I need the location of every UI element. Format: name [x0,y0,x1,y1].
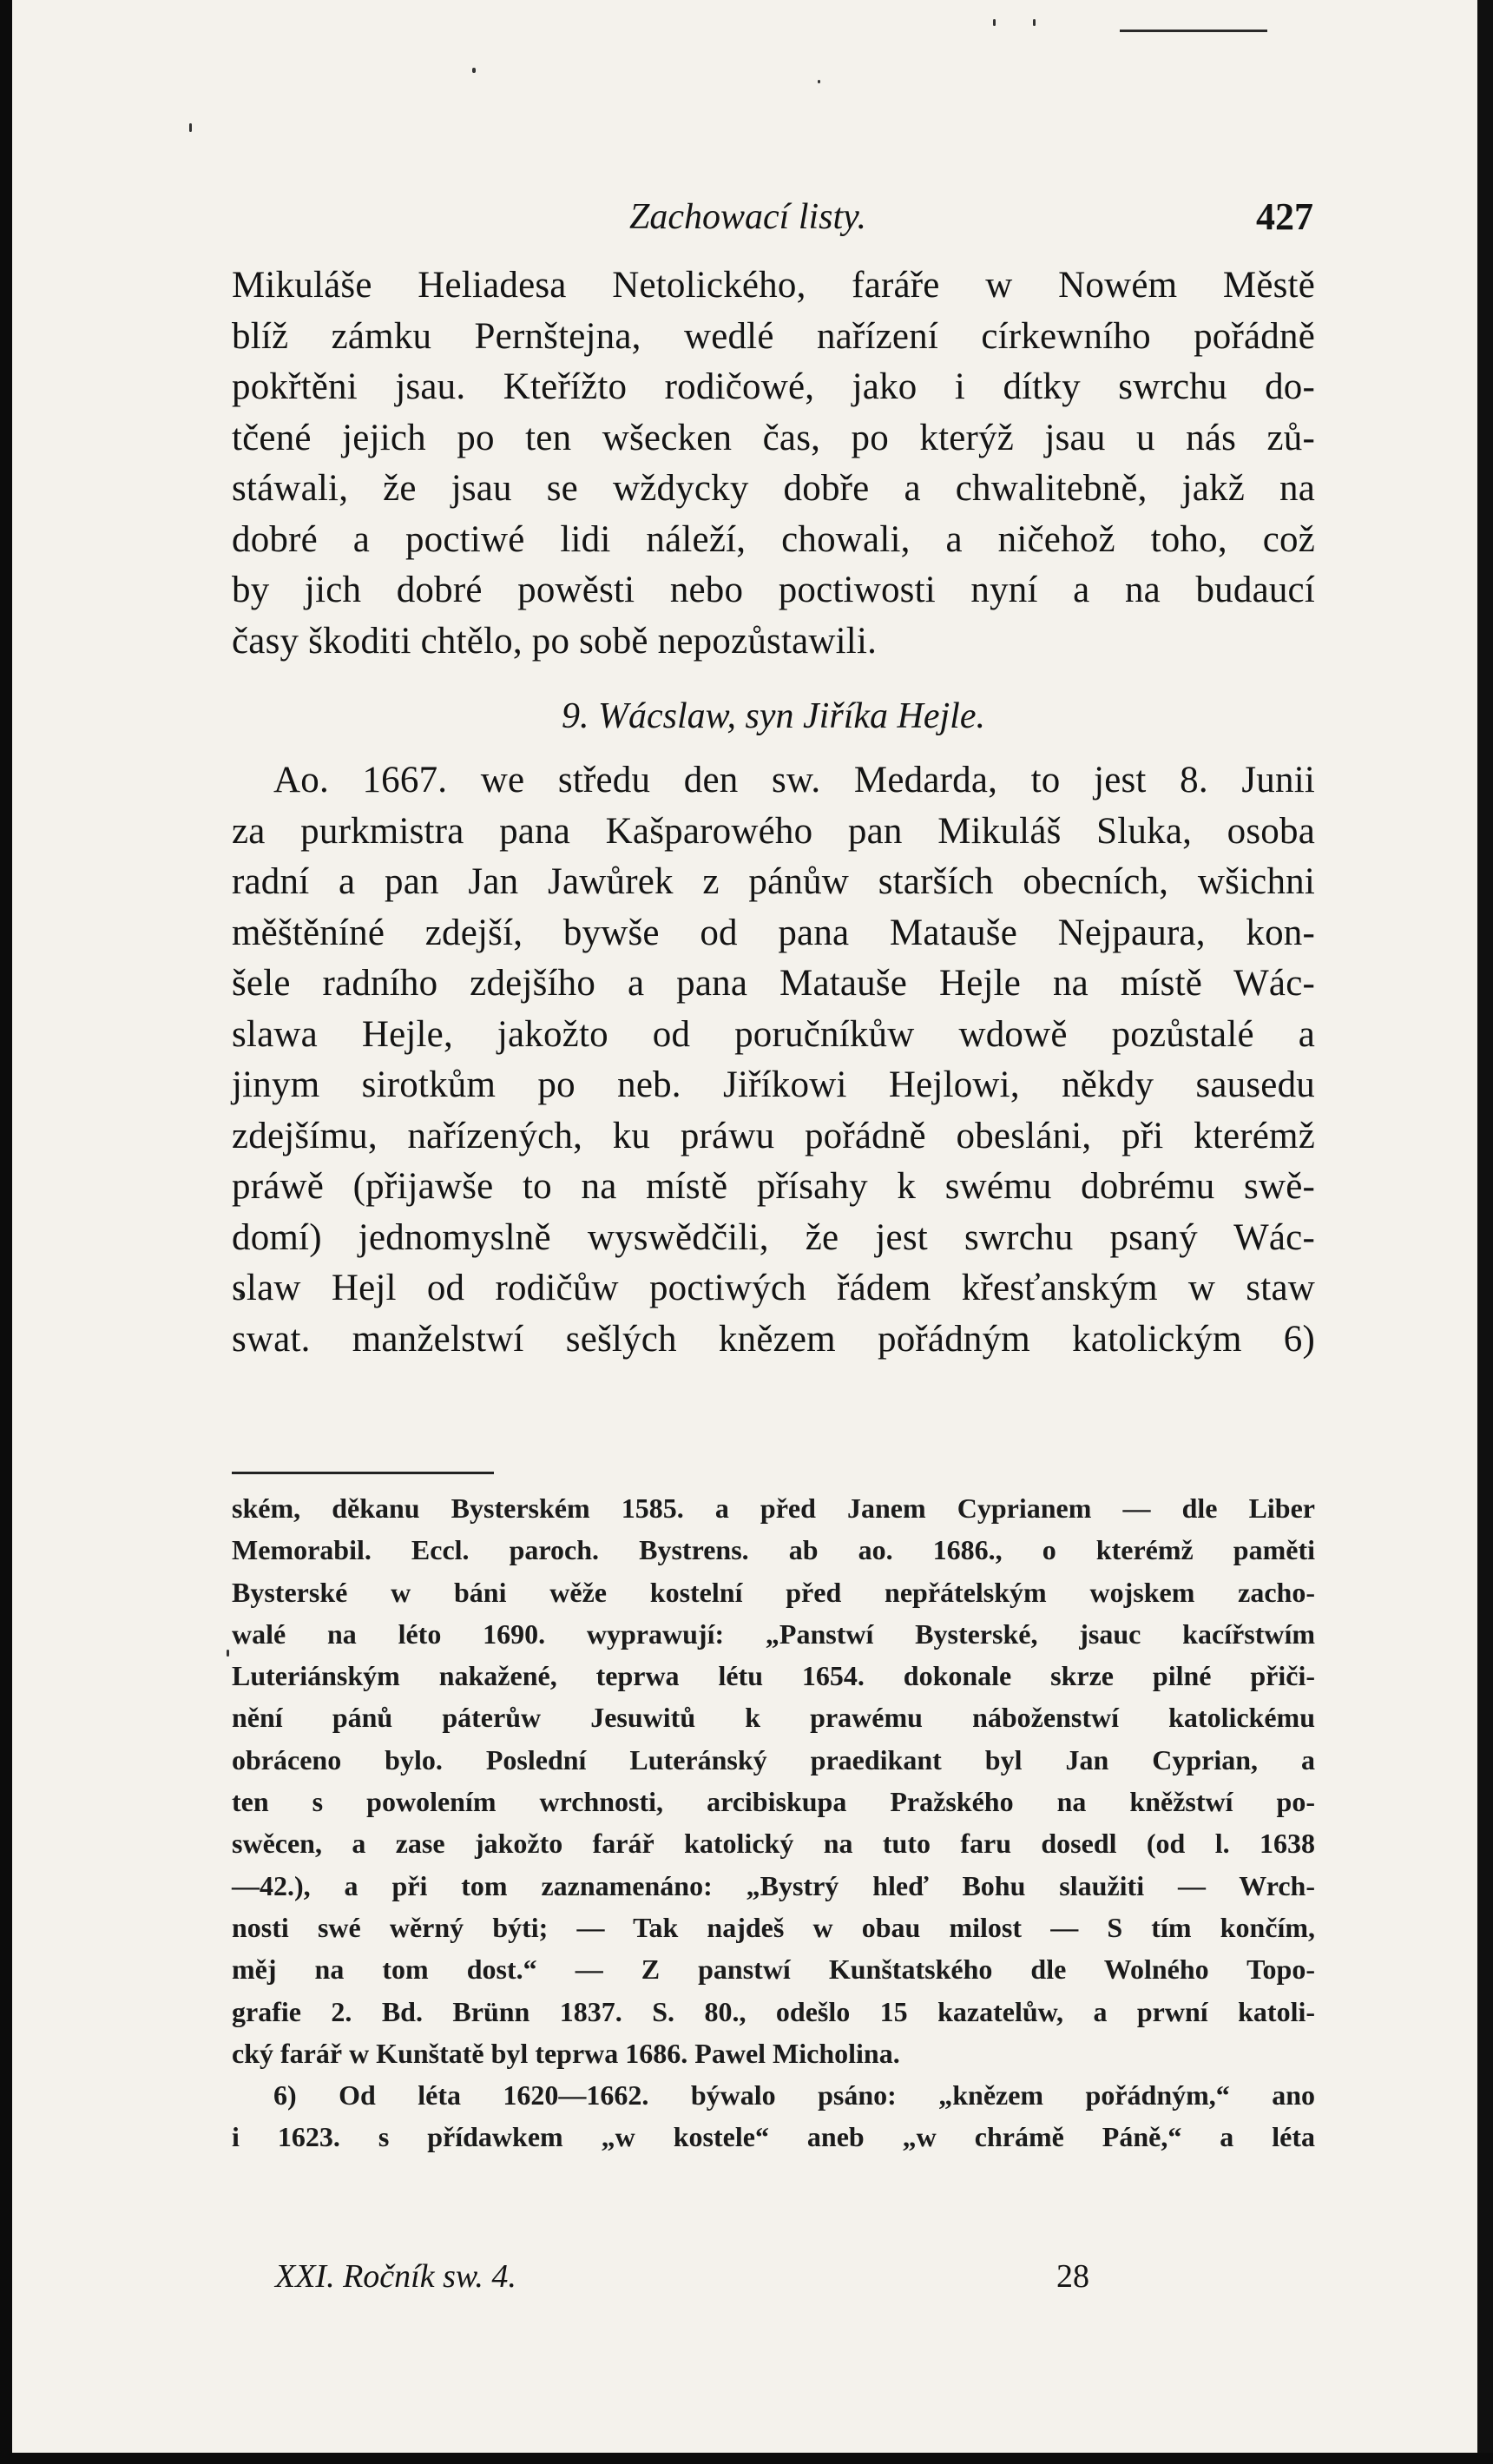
page-number: 427 [1256,195,1313,238]
text-line: blíž zámku Pernštejna, wedlé nařízení církewního pořádně [232,315,1315,357]
text-line: časy škoditi chtělo, po sobě nepozůstawili. [232,620,878,662]
running-head: Zachowací listy. [629,197,866,237]
footnotes [232,1487,1315,2158]
printer-signature [232,2255,1315,2298]
text-line: za purkmistra pana Kašparowého pan Mikuláš Sluka, osoba [232,810,1315,852]
text-line: Ao. 1667. we středu den sw. Medarda, to jest 8. Junii [273,760,1315,800]
footnote-line: obráceno bylo. Poslední Luteránský praedikant byl Jan Cyprian, a [232,1743,1315,1776]
text-line: práwě (přijawše to na místě přísahy k swému dobrému swě- [232,1166,1315,1207]
footnote-line: 6) Od léta 1620—1662. býwalo psáno: „knězem pořádným,“ ano [273,2079,1315,2112]
text-line: Mikuláše Heliadesa Netolického, faráře w Nowém Městě [232,265,1315,306]
footnote-line: —42.), a při tom zaznamenáno: „Bystrý hleď Bohu slaužiti — Wrch- [232,1869,1315,1901]
print-speck [818,80,820,83]
footnote-line: swěcen, a zase jakožto farář katolický na tuto faru dosedl (od l. 1638 [232,1828,1315,1860]
print-speck [189,123,192,132]
text-line: pokřtěni jsau. Kteřížto rodičowé, jako i dítky swrchu do- [232,366,1315,407]
print-speck [993,19,996,26]
section-heading: 9. Wácslaw, syn Jiříka Hejle. [562,696,985,736]
footnote-line: nosti swé wěrný býti; — Tak najdeš w obau milost — S tím končím, [232,1911,1315,1943]
footnote-line: ten s powolením wrchnosti, arcibiskupa Pražského na kněžstwí po- [232,1786,1315,1818]
scan-edge-left [0,0,12,2464]
text-line: jinym sirotkům po neb. Jiříkowi Hejlowi, někdy sausedu [232,1064,1315,1105]
footnote-line: nění pánů páterůw Jesuwitů k prawému náboženstwí katolickému [232,1702,1315,1734]
footnote-continued [232,1487,1315,2074]
main-text [232,260,1315,1365]
print-speck [472,68,476,73]
scan-edge-right [1477,0,1493,2464]
footnote-line: i 1623. s přídawkem „w kostele“ aneb „w chrámě Páně,“ a léta [232,2121,1315,2153]
paragraph-1 [232,260,1315,667]
text-line: stáwali, že jsau se wždycky dobře a chwalitebně, jakž na [232,468,1315,509]
footnote-line: měj na tom dost.“ — Z panstwí Kunštatského dle Wolného Topo- [232,1953,1315,1986]
footnote-6 [232,2074,1315,2158]
scan-edge-bottom [0,2453,1493,2464]
footnote-line: Bysterské w báni wěže kostelní před nepřátelským wojskem zacho- [232,1576,1315,1608]
footnote-line: walé na léto 1690. wyprawují: „Panstwí Bysterské, jsauc kacířstwím [232,1617,1315,1650]
paragraph-2 [232,755,1315,1365]
signature-volume: XXI. Ročník sw. 4. [275,2258,516,2295]
footnote-line: grafie 2. Bd. Brünn 1837. S. 80., odešlo 15 kazatelůw, a prwní katoli- [232,1995,1315,2027]
print-speck [1033,19,1036,26]
text-line: by jich dobré powěsti nebo poctiwosti nyní a na budaucí [232,570,1315,610]
footnote-line: cký farář w Kunštatě byl teprwa 1686. Pawel Micholina. [232,2037,900,2069]
footnote-line: ském, děkanu Bysterském 1585. a před Janem Cyprianem — dle Liber [232,1492,1315,1524]
text-line: dobré a poctiwé lidi náleží, chowali, a ničehož toho, což [232,518,1315,560]
text-line: šele radního zdejšího a pana Matauše Hejle na místě Wác- [232,963,1315,1004]
text-line: tčené jejich po ten wšecken čas, po kterýž jsau u nás zů- [232,417,1315,458]
footnote-rule [232,1472,494,1474]
text-line: zdejšímu, nařízených, ku práwu pořádně obesláni, při kterémž [232,1115,1315,1156]
footnote-line: Memorabil. Eccl. paroch. Bystrens. ab ao. 1686., o kterémž paměti [232,1534,1315,1566]
text-line: měštěníné zdejší, bywše od pana Matauše Nejpaura, kon- [232,912,1315,953]
page-header [221,193,1313,245]
text-line: radní a pan Jan Jawůrek z pánůw starších obecních, wšichni [232,861,1315,902]
margin-mark [1120,30,1267,32]
signature-mark: 28 [1056,2258,1089,2295]
print-speck [227,1650,229,1657]
text-line: swat. manželstwí sešlých knězem pořádným katolickým 6) [232,1318,1315,1360]
text-line: slaw Hejl od rodičůw poctiwých řádem křesťanským w staw [232,1268,1315,1308]
text-line: slawa Hejle, jakožto od poručníkůw wdowě pozůstalé a [232,1013,1315,1055]
text-line: domí) jednomyslně wyswědčili, že jest swrchu psaný Wác- [232,1216,1315,1258]
footnote-line: Luteriánským nakažené, teprwa létu 1654. dokonale skrze pilné přiči- [232,1660,1315,1692]
